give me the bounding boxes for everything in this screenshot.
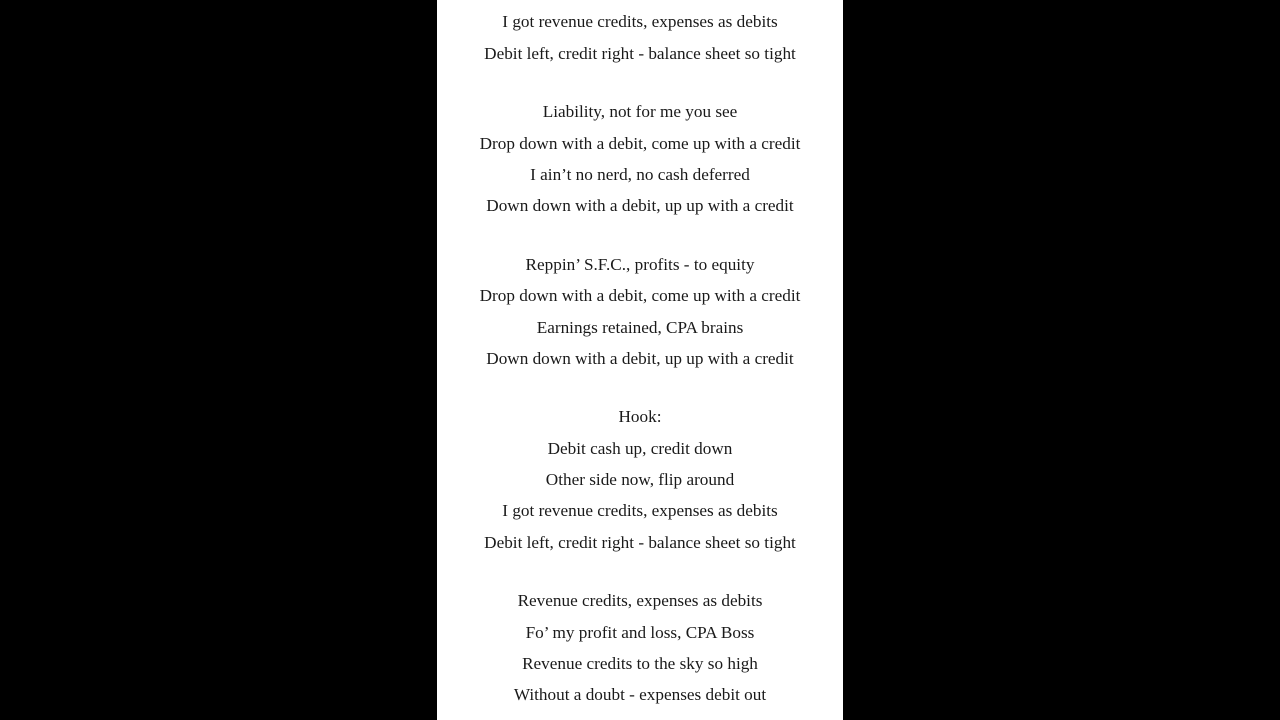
lyric-line: Revenue credits, expenses as debits [517, 591, 763, 611]
lyric-line: Other side now, flip around [545, 470, 735, 490]
lyric-line: Down down with a debit, up up with a credit [486, 348, 794, 368]
stanza-hook-end [437, 0, 843, 69]
stanza-revenue [437, 585, 843, 711]
lyric-line: I got revenue credits, expenses as debits [502, 501, 778, 521]
lyric-line: Revenue credits to the sky so high [522, 654, 758, 674]
lyric-line: Liability, not for me you see [542, 102, 738, 122]
lyric-line: Debit cash up, credit down [547, 438, 733, 458]
lyric-line: Fo’ my profit and loss, CPA Boss [525, 622, 755, 642]
lyric-line: Debit left, credit right - balance sheet so tight [484, 43, 796, 63]
lyrics-page [437, 0, 843, 720]
stanza-equity [437, 249, 843, 375]
lyric-line: Drop down with a debit, come up with a credit [479, 286, 801, 306]
lyric-line: Drop down with a debit, come up with a credit [479, 133, 801, 153]
lyric-line: Without a doubt - expenses debit out [513, 685, 767, 705]
section-heading: Hook: [618, 407, 662, 427]
lyric-line: I got revenue credits, expenses as debits [502, 12, 778, 32]
lyric-line: Debit left, credit right - balance sheet so tight [484, 532, 796, 552]
lyrics-text [437, 0, 843, 720]
lyric-line: Down down with a debit, up up with a credit [486, 196, 794, 216]
stanza-liability [437, 96, 843, 222]
lyric-line: Reppin’ S.F.C., profits - to equity [525, 254, 755, 274]
stanza-hook [437, 401, 843, 558]
lyric-line: Earnings retained, CPA brains [536, 317, 744, 337]
lyric-line: I ain’t no nerd, no cash deferred [530, 164, 750, 184]
